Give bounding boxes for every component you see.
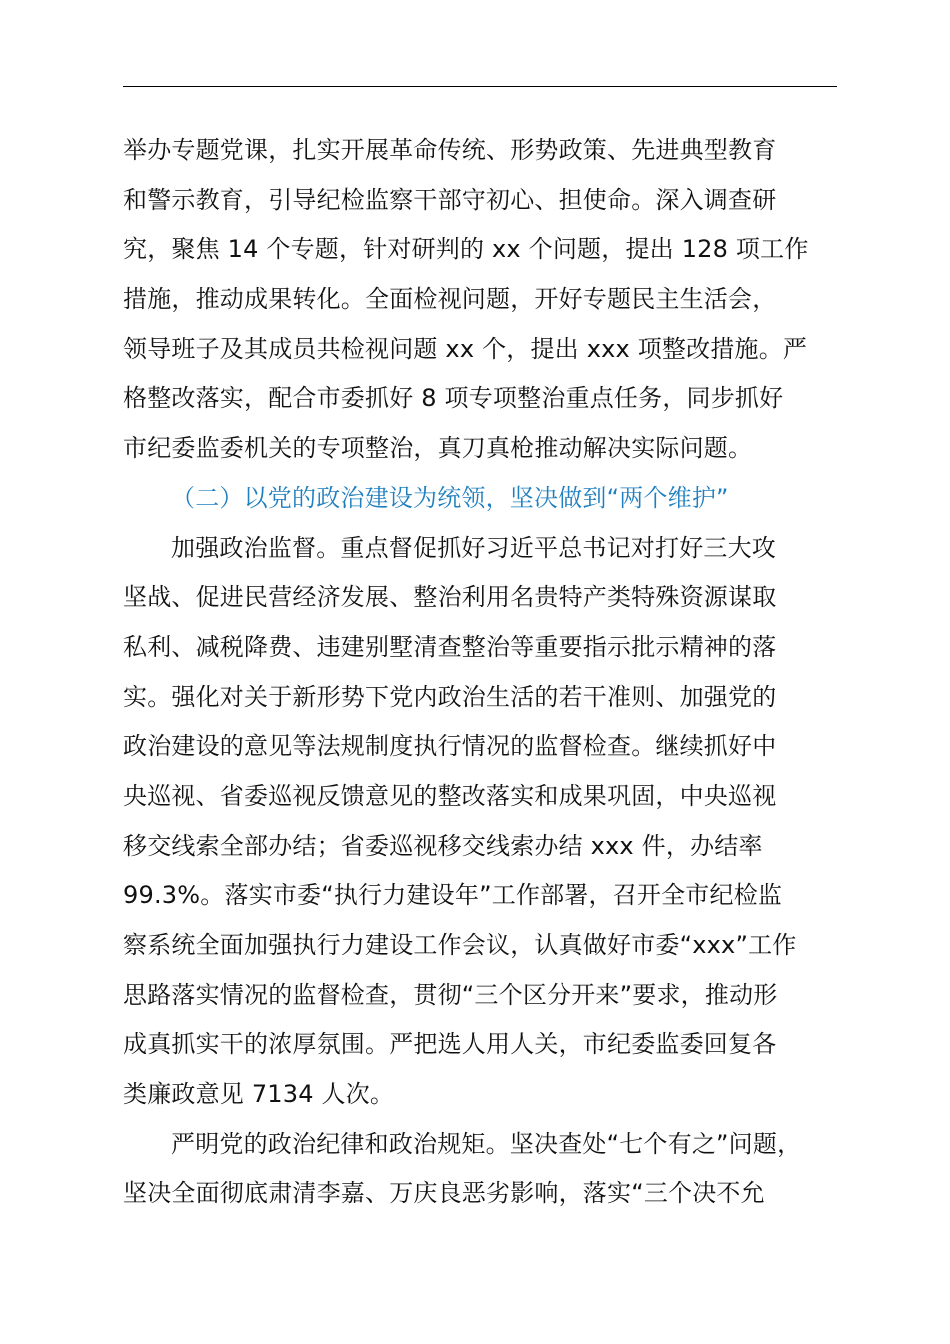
section-heading: （二）以党的政治建设为统领，坚决做到“两个维护” (171, 483, 729, 512)
paragraph-line: 领导班子及其成员共检视问题 xx 个，提出 xxx 项整改措施。严 (123, 334, 808, 363)
paragraph-line: 举办专题党课，扎实开展革命传统、形势政策、先进典型教育 (123, 136, 777, 164)
header-rule (123, 86, 837, 87)
paragraph-line: 坚决全面彻底肃清李嘉、万庆良恶劣影响，落实“三个决不允 (123, 1179, 765, 1208)
paragraph-line: 思路落实情况的监督检查，贯彻“三个区分开来”要求，推动形 (123, 980, 778, 1009)
paragraph-line: 究，聚焦 14 个专题，针对研判的 xx 个问题，提出 128 项工作 (123, 235, 809, 264)
paragraph-line: 坚战、促进民营经济发展、整治利用名贵特产类特殊资源谋取 (123, 583, 777, 612)
document-body (123, 126, 837, 1219)
paragraph-line: 央巡视、省委巡视反馈意见的整改落实和成果巩固，中央巡视 (123, 781, 777, 810)
paragraph-line: 和警示教育，引导纪检监察干部守初心、担使命。深入调查研 (123, 185, 777, 214)
paragraph-line: 类廉政意见 7134 人次。 (123, 1080, 395, 1109)
paragraph-line: 成真抓实干的浓厚氛围。严把选人用人关，市纪委监委回复各 (123, 1030, 777, 1059)
paragraph-line: 措施，推动成果转化。全面检视问题，开好专题民主生活会， (123, 285, 777, 314)
paragraph-line: 市纪委监委机关的专项整治，真刀真枪推动解决实际问题。 (123, 434, 753, 463)
paragraph-line: 格整改落实，配合市委抓好 8 项专项整治重点任务，同步抓好 (123, 384, 784, 413)
paragraph-line: 实。强化对关于新形势下党内政治生活的若干准则、加强党的 (123, 682, 777, 711)
paragraph-line: 99.3%。落实市委“执行力建设年”工作部署，召开全市纪检监 (123, 881, 783, 910)
paragraph-line: 移交线索全部办结；省委巡视移交线索办结 xxx 件，办结率 (123, 831, 763, 860)
paragraph-line: 严明党的政治纪律和政治规矩。坚决查处“七个有之”问题， (171, 1129, 802, 1158)
paragraph-line: 加强政治监督。重点督促抓好习近平总书记对打好三大攻 (171, 533, 776, 562)
paragraph-line: 政治建设的意见等法规制度执行情况的监督检查。继续抓好中 (123, 732, 777, 761)
paragraph-line: 察系统全面加强执行力建设工作会议，认真做好市委“xxx”工作 (123, 931, 797, 959)
paragraph-line: 私利、减税降费、违建别墅清查整治等重要指示批示精神的落 (123, 632, 777, 661)
